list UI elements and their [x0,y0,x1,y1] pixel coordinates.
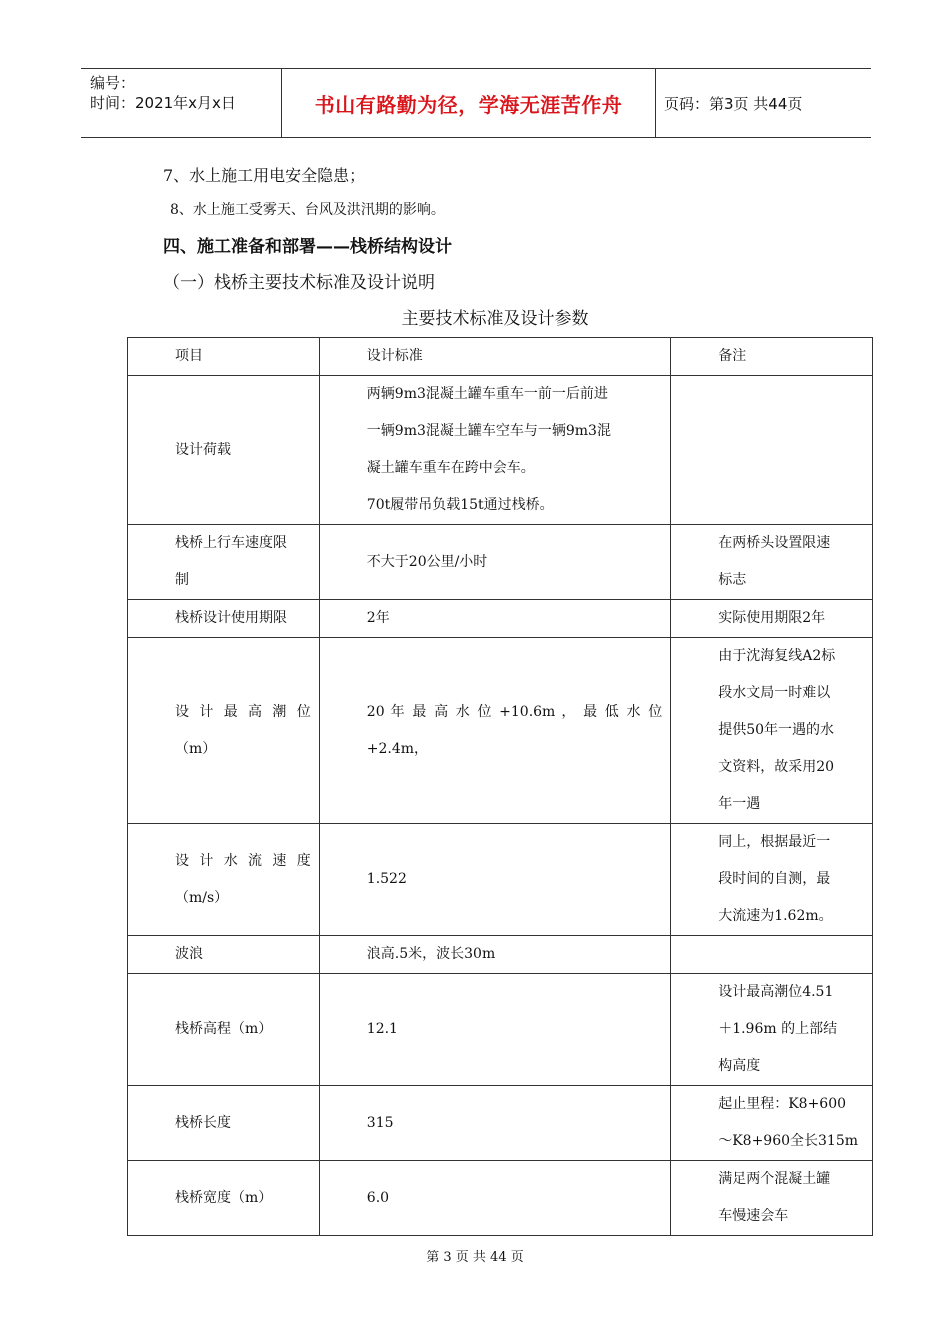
cell-line: 制 [175,572,189,588]
cell-item [128,600,320,638]
cell-line: 段水文局一时难以 [718,685,831,701]
cell-line: 起止里程：K8+600 [718,1096,847,1112]
cell-line: 提供50年一遇的水 [718,722,835,738]
cell-line: 两辆9m3混凝土罐车重车一前一后前进 [366,386,608,402]
cell-line: 在两桥头设置限速 [718,535,831,551]
cell-note [671,638,873,824]
cell-note [671,974,873,1086]
page-footer: 第 3 页 共 44 页 [426,1250,524,1265]
cell-line: ＋1.96m 的上部结 [718,1021,838,1037]
cell-item [128,376,320,525]
cell-standard [319,1161,670,1236]
list-item-7: 7、水上施工用电安全隐患； [163,166,366,185]
cell-line: 70t履带吊负载15t通过栈桥。 [366,497,554,513]
cell-line: ～K8+960全长315m [718,1133,859,1149]
header-note: 备注 [671,338,873,376]
cell-line: （m/s） [175,889,229,906]
cell-line: 车慢速会车 [718,1208,789,1224]
cell-line: 文资料，故采用20 [718,759,835,775]
cell-line: 2年 [366,610,390,626]
cell-note [671,824,873,936]
table-row [128,600,873,638]
cell-line: 不大于20公里/小时 [366,553,488,570]
cell-line: 同上，根据最近一 [718,834,831,850]
header-standard: 设计标准 [319,338,670,376]
cell-line: 1.522 [366,871,407,887]
cell-item [128,525,320,600]
cell-line: 大流速为1.62m。 [718,908,833,924]
cell-standard [319,824,670,936]
table-row [128,638,873,824]
cell-line: 构高度 [718,1058,761,1074]
cell-note [671,600,873,638]
cell-line: 一辆9m3混凝土罐车空车与一辆9m3混 [366,423,611,439]
table-row [128,824,873,936]
spec-table-body [128,338,873,1236]
table-row [128,936,873,974]
cell-standard [319,376,670,525]
cell-line: 设 计 最 高 潮 位 [175,703,311,720]
cell-standard [319,1086,670,1161]
cell-item [128,1086,320,1161]
cell-line: 20 年 最 高 水 位 +10.6m ， 最 低 水 位 [366,703,663,720]
cell-line: 设 计 水 流 速 度 [175,852,311,869]
page-header [81,68,871,138]
cell-line: 实际使用期限2年 [718,610,826,626]
cell-line: 315 [366,1114,394,1131]
cell-line: 标志 [718,572,747,588]
cell-line: （m） [175,740,217,757]
cell-item [128,824,320,936]
header-motto: 书山有路勤为径，学海无涯苦作舟 [282,69,656,137]
subsection-heading: （一）栈桥主要技术标准及设计说明 [163,273,435,293]
cell-item [128,638,320,824]
section-heading: 四、施工准备和部署——栈桥结构设计 [163,237,452,257]
header-page-info: 页码：第3页 共44页 [664,94,803,113]
cell-note [671,1161,873,1236]
cell-standard [319,525,670,600]
cell-line: 栈桥设计使用期限 [175,610,287,626]
spec-table [127,337,873,1236]
cell-item [128,974,320,1086]
date-label: 时间：2021年x月x日 [90,94,236,112]
cell-line: 年一遇 [718,796,761,812]
cell-note [671,376,873,525]
list-item-8: 8、水上施工受雾天、台风及洪汛期的影响。 [170,202,445,218]
header-meta [81,69,282,137]
cell-note [671,936,873,974]
header-item: 项目 [128,338,320,376]
cell-line: 波浪 [175,946,203,962]
table-row [128,974,873,1086]
table-row [128,1086,873,1161]
table-row [128,376,873,525]
table-row [128,1161,873,1236]
cell-line: 栈桥高程（m） [175,1021,273,1037]
cell-standard [319,600,670,638]
cell-line: 满足两个混凝土罐 [718,1171,831,1187]
cell-item [128,936,320,974]
cell-note [671,525,873,600]
table-header-row [128,338,873,376]
cell-line: 由于沈海复线A2标 [718,648,836,664]
cell-standard [319,638,670,824]
cell-note [671,1086,873,1161]
table-row [128,525,873,600]
cell-line: 12.1 [366,1021,398,1037]
table-title: 主要技术标准及设计参数 [401,309,589,329]
cell-line: 栈桥长度 [175,1114,231,1131]
cell-item [128,1161,320,1236]
cell-line: 栈桥上行车速度限 [175,535,287,551]
cell-standard [319,936,670,974]
cell-line: 栈桥宽度（m） [175,1189,273,1206]
cell-line: +2.4m， [366,740,429,757]
cell-line: 设计荷载 [175,441,231,458]
cell-line: 段时间的自测，最 [718,871,831,887]
cell-standard [319,974,670,1086]
cell-line: 设计最高潮位4.51 [718,984,834,1000]
cell-line: 浪高.5米，波长30m [366,946,496,962]
cell-line: 凝土罐车重车在跨中会车。 [366,460,535,476]
serial-label: 编号： [90,74,136,92]
cell-line: 6.0 [366,1189,390,1206]
